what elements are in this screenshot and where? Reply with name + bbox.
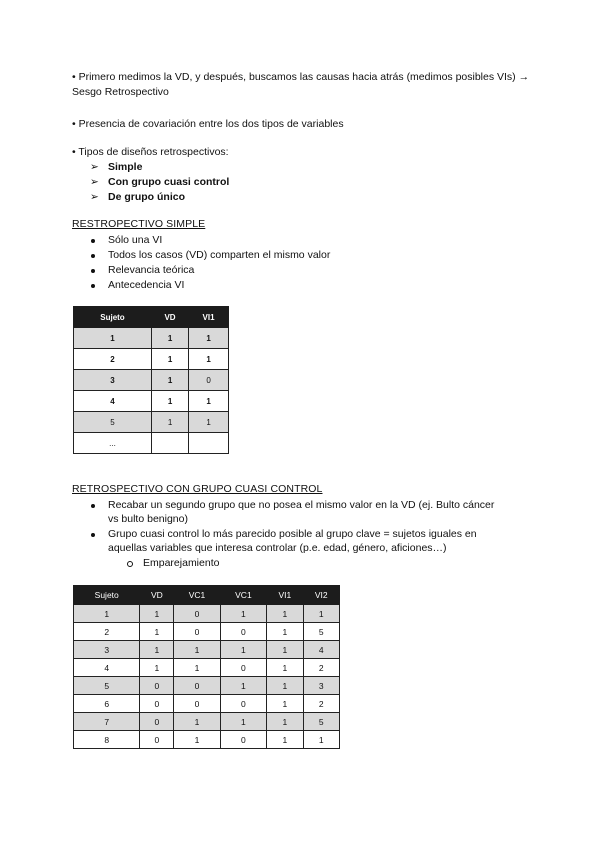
heading-cuasi-control: RETROSPECTIVO CON GRUPO CUASI CONTROL: [72, 483, 323, 495]
table-cell: 1: [189, 412, 229, 433]
table-cell: 2: [303, 695, 339, 713]
table-row: [74, 677, 340, 695]
table-row: [74, 391, 229, 412]
table-cell: 5: [74, 412, 152, 433]
table-cell: 2: [303, 659, 339, 677]
table-row: [74, 695, 340, 713]
header-cell: VI1: [267, 586, 303, 605]
table-cell: 1: [189, 391, 229, 412]
header-cell: VI2: [303, 586, 339, 605]
table-cell: 0: [174, 695, 220, 713]
table-row: [74, 623, 340, 641]
table-cell: 1: [151, 391, 188, 412]
table-cell: 1: [151, 349, 188, 370]
arrow-bullet-icon: ➢: [90, 161, 99, 173]
table-cell: 3: [74, 370, 152, 391]
table-row: [74, 433, 229, 454]
header-cell: VD: [151, 307, 188, 328]
type-cuasi-control: Con grupo cuasi control: [108, 176, 230, 188]
type-grupo-unico: De grupo único: [108, 191, 185, 203]
bullet-dot-icon: [91, 504, 95, 508]
table-cell: 1: [189, 349, 229, 370]
table-cell: 4: [74, 659, 140, 677]
table-cell: 1: [267, 623, 303, 641]
table-cell: 1: [74, 328, 152, 349]
header-cell: VC1: [174, 586, 220, 605]
table-cell: 1: [220, 641, 266, 659]
table-cell: 1: [303, 605, 339, 623]
table-cell: 0: [220, 623, 266, 641]
table-row: [74, 349, 229, 370]
header-cell: Sujeto: [74, 586, 140, 605]
table-header-row: [74, 307, 229, 328]
intro-bullet-2: • Presencia de covariación entre los dos tipos de variables: [72, 118, 344, 130]
cuasi-bullet-1-line-2: vs bulto benigno): [108, 513, 188, 525]
table-cell: 1: [220, 713, 266, 731]
table-cell: [151, 433, 188, 454]
table-cell: 1: [267, 677, 303, 695]
table-cell: 0: [140, 677, 174, 695]
table-cell: 0: [174, 623, 220, 641]
table-cell: 1: [267, 695, 303, 713]
arrow-bullet-icon: ➢: [90, 176, 99, 188]
table-cell: 5: [74, 677, 140, 695]
type-simple: Simple: [108, 161, 143, 173]
bullet-dot-icon: [91, 239, 95, 243]
table-row: [74, 605, 340, 623]
table-cell: 3: [74, 641, 140, 659]
table-cell: 1: [267, 713, 303, 731]
table-cell: 1: [140, 659, 174, 677]
simple-bullet: Sólo una VI: [108, 234, 163, 246]
table-cell: 1: [189, 328, 229, 349]
table-row: [74, 713, 340, 731]
table-cell: 1: [267, 731, 303, 749]
table-cell: 0: [220, 659, 266, 677]
table-cell: 4: [303, 641, 339, 659]
cuasi-bullet-2-line-1: Grupo cuasi control lo más parecido posible al grupo clave = sujetos iguales en: [108, 528, 477, 540]
table-row: [74, 412, 229, 433]
table-cell: 1: [267, 641, 303, 659]
bullet-dot-icon: [91, 533, 95, 537]
table-cell: 1: [174, 713, 220, 731]
table-row: [74, 641, 340, 659]
cuasi-control-table: [73, 585, 340, 749]
table-cell: 5: [303, 623, 339, 641]
table-row: [74, 328, 229, 349]
table-cell: 1: [303, 731, 339, 749]
table-row: [74, 731, 340, 749]
table-cell: 1: [140, 641, 174, 659]
cuasi-sub-bullet: Emparejamiento: [143, 557, 220, 569]
table-cell: 2: [74, 349, 152, 370]
table-cell: 6: [74, 695, 140, 713]
header-cell: VI1: [189, 307, 229, 328]
table-cell: 1: [174, 659, 220, 677]
heading-simple: RESTROPECTIVO SIMPLE: [72, 218, 206, 230]
table-cell: 1: [151, 328, 188, 349]
table-cell: 1: [267, 605, 303, 623]
table-cell: 1: [151, 370, 188, 391]
table-cell: 0: [140, 713, 174, 731]
table-header-row: [74, 586, 340, 605]
simple-bullet: Todos los casos (VD) comparten el mismo valor: [108, 249, 331, 261]
intro-bullet-3: • Tipos de diseños retrospectivos:: [72, 146, 229, 158]
table-cell: 0: [174, 677, 220, 695]
table-cell: 1: [267, 659, 303, 677]
bullet-dot-icon: [91, 254, 95, 258]
table-cell: [189, 433, 229, 454]
table-cell: 4: [74, 391, 152, 412]
table-cell: 1: [174, 641, 220, 659]
table-cell: 1: [140, 623, 174, 641]
table-cell: 7: [74, 713, 140, 731]
header-cell: Sujeto: [74, 307, 152, 328]
bullet-dot-icon: [91, 284, 95, 288]
table-cell: 8: [74, 731, 140, 749]
table-cell: 0: [140, 695, 174, 713]
bullet-dot-icon: [91, 269, 95, 273]
simple-bullet: Relevancia teórica: [108, 264, 195, 276]
table-cell: 3: [303, 677, 339, 695]
table-cell: 0: [189, 370, 229, 391]
arrow-bullet-icon: ➢: [90, 191, 99, 203]
table-cell: 0: [174, 605, 220, 623]
table-cell: 1: [220, 677, 266, 695]
table-cell: 2: [74, 623, 140, 641]
table-cell: 5: [303, 713, 339, 731]
header-cell: VC1: [220, 586, 266, 605]
table-cell: 0: [220, 695, 266, 713]
table-cell: 0: [220, 731, 266, 749]
table-cell: 0: [140, 731, 174, 749]
intro-bullet-1: • Primero medimos la VD, y después, buscamos las causas hacia atrás (medimos posibles VIs) → Sesgo Retrospectivo: [72, 71, 530, 98]
table-cell: 1: [74, 605, 140, 623]
table-cell: ...: [74, 433, 152, 454]
table-cell: 1: [140, 605, 174, 623]
table-cell: 1: [220, 605, 266, 623]
cuasi-bullet-2-line-2: aquellas variables que interesa controlar (p.e. edad, género, aficiones…): [108, 542, 447, 554]
simple-bullet: Antecedencia VI: [108, 279, 185, 291]
cuasi-bullet-1-line-1: Recabar un segundo grupo que no posea el mismo valor en la VD (ej. Bulto cáncer: [108, 499, 495, 511]
table-cell: 1: [151, 412, 188, 433]
table-row: [74, 659, 340, 677]
table-cell: 1: [174, 731, 220, 749]
circle-bullet-icon: [127, 561, 133, 567]
header-cell: VD: [140, 586, 174, 605]
table-row: [74, 370, 229, 391]
simple-table: [73, 306, 229, 454]
